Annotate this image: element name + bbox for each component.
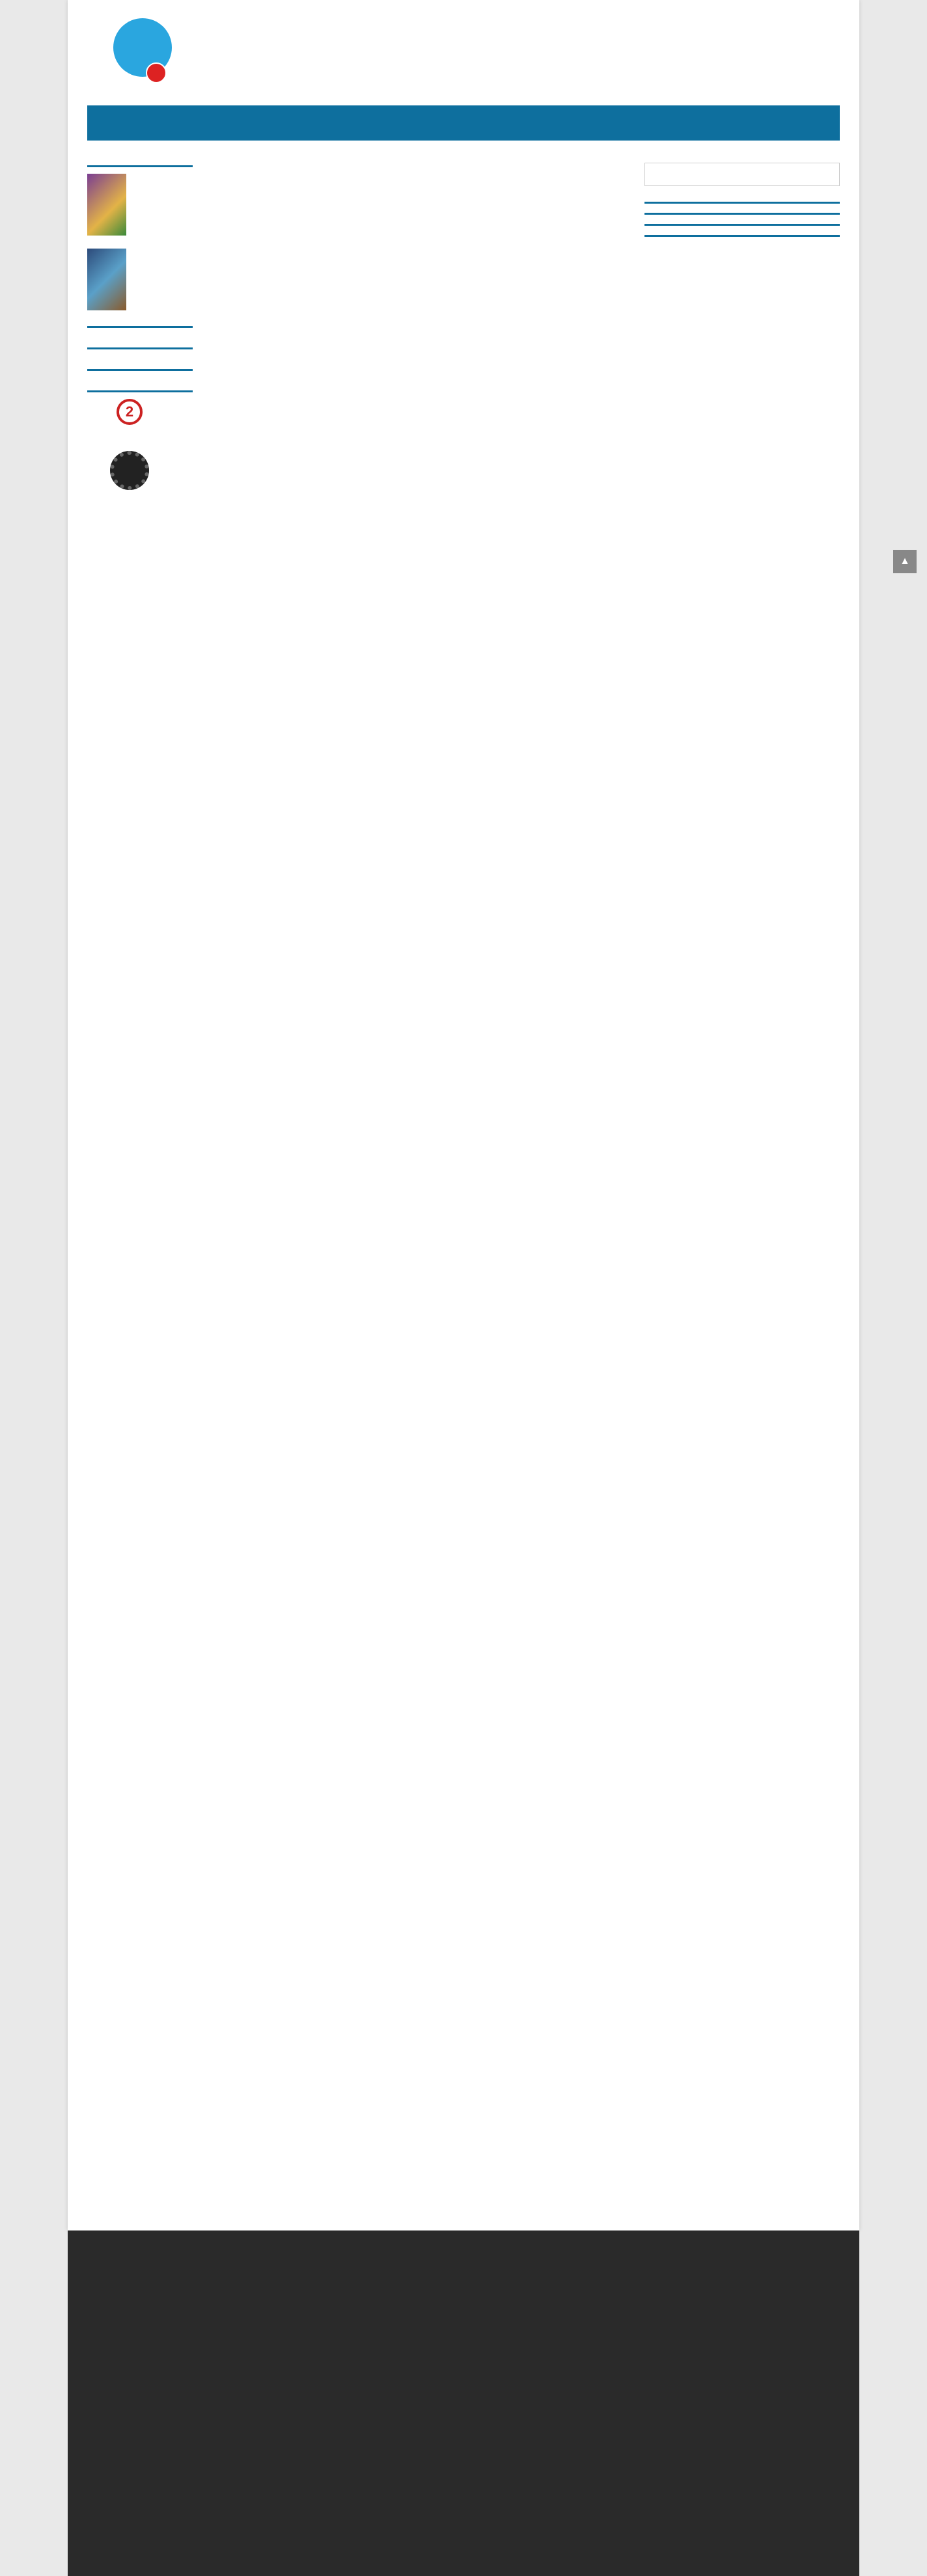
widget-title-komentarze [87, 323, 193, 328]
partner-2pionki[interactable] [100, 399, 159, 444]
partner-bgg[interactable] [100, 451, 159, 509]
back-to-top-button[interactable]: ▲ [893, 550, 917, 573]
widget-title-imprezy [87, 366, 193, 371]
site-logo[interactable] [113, 18, 263, 90]
widget-title-gra-roku [87, 163, 193, 167]
left-sidebar [87, 163, 193, 509]
widget-title-partnerzy [87, 388, 193, 392]
footer-popular [348, 2250, 575, 2257]
widget-title-patronaty [644, 232, 840, 237]
widget-title-forum [87, 345, 193, 349]
game-box-potwory[interactable] [87, 174, 126, 236]
main-nav [87, 105, 840, 141]
footer [68, 2230, 859, 2576]
age-badge [146, 62, 167, 83]
pagination [212, 2167, 624, 2182]
footer-tags [608, 2250, 836, 2262]
partner-bgg-icon [110, 451, 149, 490]
game-box-terra-mystica[interactable] [87, 249, 126, 310]
page-wrapper [68, 0, 859, 2230]
widget-title-recenzje [644, 199, 840, 204]
widget-title-rzuty [644, 210, 840, 215]
widget-title-wywiady [644, 221, 840, 226]
search-input[interactable] [644, 163, 840, 186]
right-sidebar [644, 163, 840, 250]
partner-2pionki-icon: 2 [117, 399, 143, 425]
